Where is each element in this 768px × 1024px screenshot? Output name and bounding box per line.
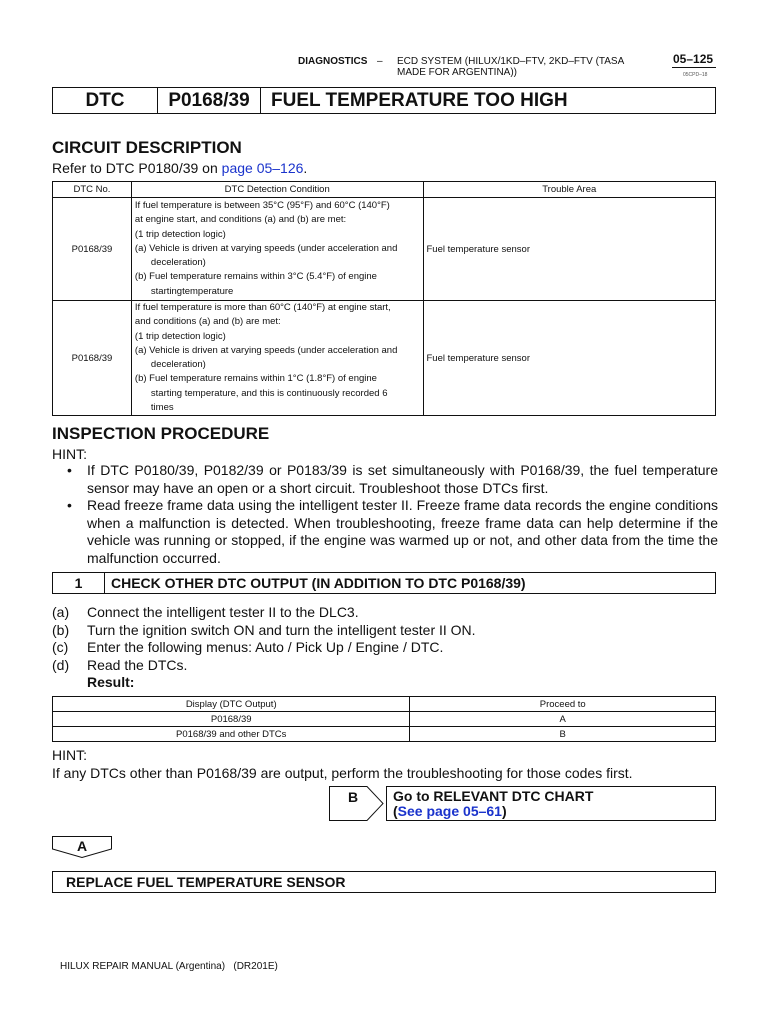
dtc-title-bar — [52, 87, 716, 114]
detection-condition-cell — [131, 301, 423, 416]
bullet-text: If DTC P0180/39, P0182/39 or P0183/39 is set simultaneously with P0168/39, the fuel temperature sensor may have an open or a short circuit. Troubleshoot those DTCs first. — [87, 462, 718, 496]
header-system: ECD SYSTEM (HILUX/1KD–FTV, 2KD–FTV (TASA MADE FOR ARGENTINA)) — [397, 56, 624, 78]
list-item — [52, 497, 718, 567]
page-number: 05–125 — [673, 52, 714, 66]
paren-open: ( — [393, 802, 398, 819]
step-text: Enter the following menus: Auto / Pick Up / Engine / DTC. — [87, 639, 444, 655]
dtc-code: P0168/39 — [158, 88, 261, 113]
condition-line: and conditions (a) and (b) are met: — [134, 316, 281, 328]
table-header-row — [53, 697, 716, 712]
column-header: Display (DTC Output) — [53, 697, 410, 712]
step-key: (d) — [52, 656, 70, 673]
step-key: (c) — [52, 639, 69, 655]
header-rule — [672, 67, 716, 68]
goto-title: Go to RELEVANT DTC CHART — [393, 788, 594, 804]
branch-b-label: B — [347, 789, 359, 805]
dtc-label: DTC — [53, 88, 158, 113]
condition-line: times — [150, 402, 174, 414]
branch-a-box[interactable] — [52, 836, 112, 858]
step-1-instructions — [52, 604, 476, 692]
result-hint-text: If any DTCs other than P0168/39 are output, perform the troubleshooting for those codes first. — [52, 765, 633, 781]
detection-condition-cell — [131, 198, 423, 301]
result-label: Result: — [87, 674, 135, 690]
bullet-icon: • — [67, 497, 72, 513]
step-key: (a) — [52, 604, 70, 620]
list-item — [52, 657, 476, 675]
condition-line: (b) Fuel temperature remains within 1°C (1.8°F) of engine — [134, 373, 377, 385]
hint-bullet-list — [52, 462, 718, 567]
trouble-area-cell: Fuel temperature sensor — [423, 198, 716, 301]
condition-line: deceleration) — [150, 257, 206, 269]
page-05-61-link[interactable]: See page 05–61 — [397, 802, 502, 819]
step-text: Connect the intelligent tester II to the DLC3. — [87, 604, 359, 620]
inspection-procedure-heading: INSPECTION PROCEDURE — [52, 424, 270, 443]
step-text: Read the DTCs. — [87, 656, 188, 673]
reference-suffix: . — [303, 160, 308, 176]
branch-a-label: A — [76, 838, 88, 854]
table-row — [53, 712, 716, 727]
condition-line: (b) Fuel temperature remains within 3°C (5.4°F) of engine — [134, 271, 377, 283]
list-item — [52, 462, 718, 497]
branch-b-box[interactable] — [329, 786, 384, 821]
condition-line: at engine start, and conditions (a) and (b) are met: — [134, 214, 347, 226]
condition-line: If fuel temperature is more than 60°C (140°F) at engine start, — [134, 302, 391, 313]
circuit-description-heading: CIRCUIT DESCRIPTION — [52, 138, 242, 157]
paren-close: ) — [501, 802, 507, 819]
step-text: Turn the ignition switch ON and turn the intelligent tester II ON. — [87, 621, 476, 638]
table-row — [53, 301, 716, 416]
header-dash: – — [377, 56, 383, 67]
condition-line: starting temperature, and this is continuously recorded 6 — [150, 387, 388, 399]
step-key: (b) — [52, 621, 70, 638]
table-cell: A — [410, 712, 716, 727]
list-item — [52, 639, 476, 657]
dtc-detection-table — [52, 181, 716, 416]
result-table — [52, 696, 716, 742]
column-header: DTC Detection Condition — [131, 182, 423, 198]
step-title: CHECK OTHER DTC OUTPUT (IN ADDITION TO DTC P0168/39) — [111, 575, 526, 591]
bullet-icon: • — [67, 462, 72, 478]
dtc-title: FUEL TEMPERATURE TOO HIGH — [271, 90, 568, 111]
replace-sensor-step: REPLACE FUEL TEMPERATURE SENSOR — [52, 871, 716, 893]
circuit-reference — [52, 160, 307, 176]
bullet-text: Read freeze frame data using the intelligent tester II. Freeze frame data records the engine conditions when a malfunction is detected. When troubleshooting, freeze frame data can help determine if the vehicle was running or stopped, if the engine was warmed up or not, and other data from the time the malfunction occurred. — [87, 497, 718, 566]
dtc-code-cell: P0168/39 — [53, 198, 132, 301]
hint-label: HINT: — [52, 446, 87, 462]
list-item — [52, 622, 476, 640]
condition-line: (1 trip detection logic) — [134, 330, 226, 342]
header-code: 05CPD–18 — [683, 72, 708, 78]
header-section: DIAGNOSTICS — [298, 56, 368, 67]
condition-line: (a) Vehicle is driven at varying speeds (under acceleration and — [134, 344, 398, 356]
list-item — [52, 604, 476, 622]
table-cell: P0168/39 and other DTCs — [53, 727, 410, 742]
table-cell: B — [410, 727, 716, 742]
table-cell: P0168/39 — [53, 712, 410, 727]
column-header: DTC No. — [53, 182, 132, 198]
goto-reference — [393, 804, 709, 819]
condition-line: (a) Vehicle is driven at varying speeds (under acceleration and — [134, 242, 398, 254]
condition-line: deceleration) — [150, 359, 206, 371]
reference-prefix: Refer to DTC P0180/39 on — [52, 160, 222, 176]
column-header: Proceed to — [410, 697, 716, 712]
step-number: 1 — [53, 573, 105, 593]
table-row — [53, 727, 716, 742]
result-label-row — [52, 674, 476, 692]
step-1-header — [52, 572, 716, 594]
dtc-code-cell: P0168/39 — [53, 301, 132, 416]
goto-dtc-chart-box — [386, 786, 716, 821]
condition-line: If fuel temperature is between 35°C (95°F) and 60°C (140°F) — [134, 199, 390, 211]
result-hint-label: HINT: — [52, 747, 87, 763]
condition-line: startingtemperature — [150, 285, 234, 297]
table-row — [53, 198, 716, 301]
table-header-row — [53, 182, 716, 198]
page-05-126-link[interactable]: page 05–126 — [221, 160, 304, 176]
column-header: Trouble Area — [423, 182, 716, 198]
condition-line: (1 trip detection logic) — [134, 228, 226, 240]
footer-text: HILUX REPAIR MANUAL (Argentina) (DR201E) — [60, 961, 278, 972]
trouble-area-cell: Fuel temperature sensor — [423, 301, 716, 416]
